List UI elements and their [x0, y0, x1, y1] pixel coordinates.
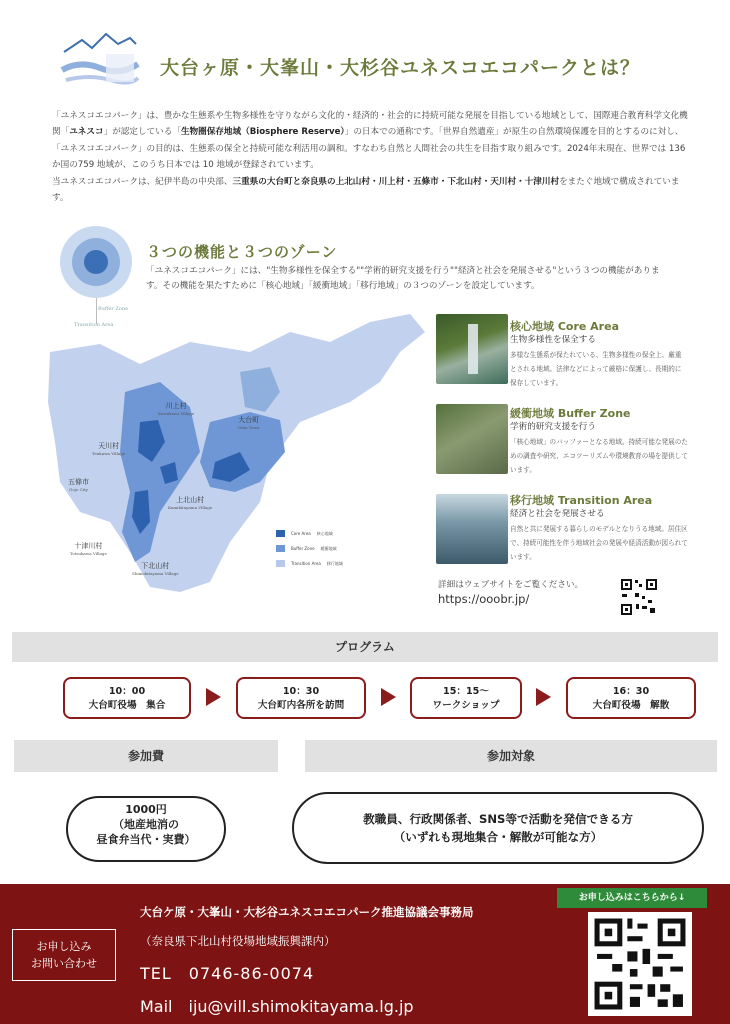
buffer-zone-photo [436, 404, 508, 474]
reserve-map [40, 312, 432, 602]
zone-diagram-transition-label: Transition Area [74, 322, 114, 328]
arrow-right-icon [381, 688, 396, 706]
transition-area-photo [436, 494, 508, 564]
map-label-tenkawa: 天川村 Tenkawa Village [92, 442, 126, 456]
website-note: 詳細はウェブサイトをご覧ください。 [438, 580, 584, 590]
core-area-photo [436, 314, 508, 384]
map-label-gojo: 五條市 Gojo City [68, 478, 89, 492]
fee-header: 参加費 [14, 740, 278, 772]
program-step-2: 10：30 大台町内各所を訪問 [236, 677, 366, 719]
buffer-zone-title: 緩衝地域 Buffer Zone [510, 407, 631, 420]
footer-phone[interactable]: TEL 0746-86-0074 [140, 964, 315, 983]
zone-diagram [60, 226, 132, 298]
footer-organization: 大台ケ原・大峯山・大杉谷ユネスコエコパーク推進協議会事務局 [140, 905, 474, 919]
logo [60, 30, 140, 94]
map-legend [276, 530, 343, 575]
program-header: プログラム [12, 632, 718, 662]
core-area-desc: 多様な生態系が保たれている、生物多様性の保全上、厳重とされる地域。法律などによって厳格に保護し、長期的に保存しています。 [510, 351, 682, 388]
buffer-zone-sub: 学術的研究支援を行う [510, 422, 596, 432]
arrow-right-icon [536, 688, 551, 706]
apply-qr-code-icon[interactable] [588, 912, 692, 1016]
page-title: 大台ヶ原・大峯山・大杉谷ユネスコエコパークとは？ [160, 57, 641, 79]
zone-diagram-buffer-label: Buffer Zone [98, 306, 129, 312]
qr-code-icon[interactable] [620, 578, 658, 616]
contact-label-box: お申し込み お問い合わせ [12, 929, 116, 981]
map-label-totsukawa: 十津川村 Totsukawa Village [70, 542, 107, 556]
program-step-4: 16：30 大台町役場 解散 [566, 677, 696, 719]
zones-text: 「ユネスコエコパーク」には、"生物多様性を保全する""学術的研究支援を行う""経済と社会を発展させる"という３つの機能があります。その機能を果たすために「核心地域」「緩衝地域」「移行地域」の３つのゾーンを設定しています。 [146, 266, 660, 291]
program-step-3: 15：15～ ワークショップ [410, 677, 522, 719]
fee-box: 1000円 （地産地消の 昼食弁当代・実費） [66, 796, 226, 862]
zones-title: ３つの機能と３つのゾーン [146, 243, 338, 261]
apply-badge: お申し込みはこちらから↓ [557, 888, 707, 908]
target-box: 教職員、行政関係者、SNS等で活動を発信できる方 （いずれも現地集合・解散が可能な方） [292, 792, 704, 864]
transition-area-desc: 自然と共に発展する暮らしのモデルとなりうる地域。居住区で、持続可能性を伴う地域社会の発展や経済活動が図られています。 [510, 525, 688, 562]
legend-swatch [276, 530, 285, 537]
footer-email[interactable]: Mail iju@vill.shimokitayama.lg.jp [140, 997, 414, 1016]
core-area-title: 核心地域 Core Area [510, 320, 619, 333]
footer-department: （奈良県下北山村役場地域振興課内） [140, 934, 336, 948]
transition-area-sub: 経済と社会を発展させる [510, 509, 605, 519]
map-label-kawakami: 川上村 Kawakami Village [158, 402, 195, 416]
legend-buffer: Buffer Zone 緩衝地域 [276, 545, 343, 552]
legend-transition: Transition Area 移行地域 [276, 560, 343, 567]
map-label-kamikitayama: 上北山村 Kamikitayama Village [168, 496, 213, 510]
arrow-right-icon [206, 688, 221, 706]
map-label-shimokitayama: 下北山村 Shimokitayama Village [132, 562, 179, 576]
program-step-1: 10：00 大台町役場 集合 [63, 677, 191, 719]
map-label-odai: 大台町 Odai Town [238, 416, 260, 430]
legend-swatch [276, 560, 285, 567]
legend-core: Core Area 核心地域 [276, 530, 343, 537]
intro-text: 「ユネスコエコパーク」は、豊かな生態系や生物多様性を守りながら文化的・経済的・社会的に持続可能な発展を目指している地域として、国際連合教育科学文化機関「ユネスコ」が認定している「生物圏保存地域（Biosphere Reserve）」の日本での通称です。「世界自然遺産」が原生の自然環境保護を目的とするのに対し、「ユネスコエコパーク」の目的は、生態系の保全と持続可能な利活用の調和。すなわち自然と人間社会の共生を目指す取り組みです。2024年末現在、世界では 136 か国の759 地域が、このうち日本では 10 地域が登録されています。 当ユネスコエコパークは、紀伊半島の中央部、三重県の大台町と奈良県の上北山村・川上村・五條市・下北山村・天川村・十津川村をまたぐ地域で構成されています。 [52, 111, 688, 204]
website-link[interactable]: https://ooobr.jp/ [438, 592, 530, 606]
buffer-zone-desc: 「核心地域」のバッファーとなる地域。持続可能な発展のための調査や研究、エコツーリズムや環境教育の場を提供しています。 [510, 438, 688, 475]
target-header: 参加対象 [305, 740, 717, 772]
transition-area-title: 移行地域 Transition Area [510, 494, 653, 507]
legend-swatch [276, 545, 285, 552]
core-area-sub: 生物多様性を保全する [510, 335, 596, 345]
